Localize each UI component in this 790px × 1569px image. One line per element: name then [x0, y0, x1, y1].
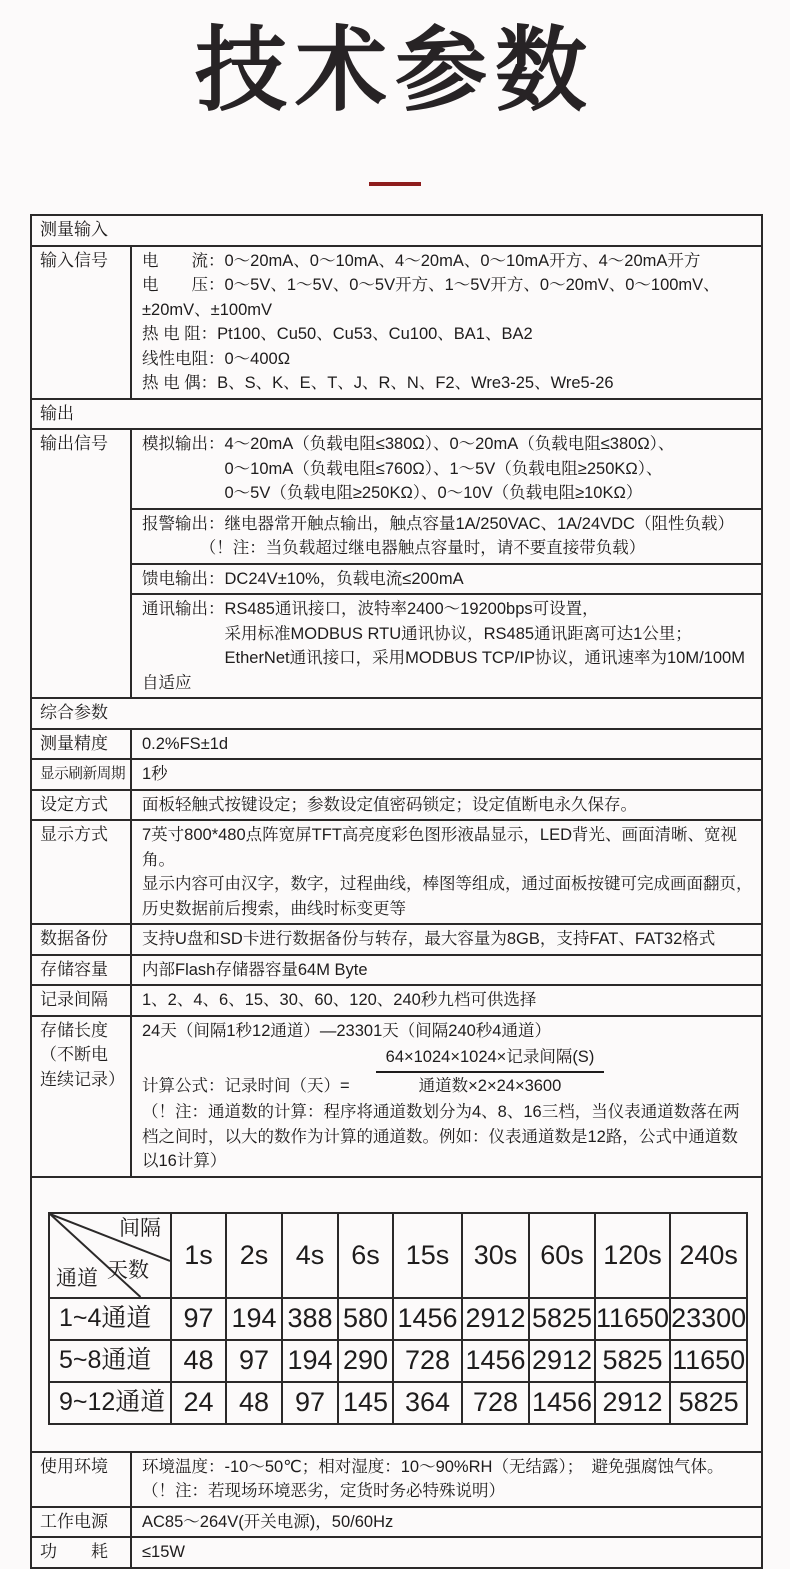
row-record-interval: [32, 984, 761, 1015]
row-header: 5~8通道: [49, 1340, 171, 1382]
row-value: 0.2%FS±1d: [142, 734, 229, 753]
title-accent-divider: [369, 182, 421, 186]
row-refresh-period: [32, 758, 761, 789]
input-signal-line: 电 压：0～5V、1～5V、0～5V开方、1～5V开方、0～20mV、0～100mV、: [142, 276, 720, 294]
environment-line: 环境温度：-10～50℃；相对湿度：10～90%RH（无结露）； 避免强腐蚀气体。: [142, 1457, 724, 1476]
row-label: 工作电源: [32, 1508, 132, 1537]
cell: 728: [462, 1382, 529, 1424]
row-value: [132, 1453, 761, 1506]
cell: 580: [338, 1298, 393, 1340]
row-accuracy: [32, 728, 761, 759]
cell: 364: [393, 1382, 462, 1424]
cell: 2912: [595, 1382, 670, 1424]
cell: 1456: [393, 1298, 462, 1340]
section-header-measurement-input: [32, 216, 761, 245]
row-value: ≤15W: [142, 1543, 185, 1561]
spec-table: [30, 214, 763, 1569]
feed-output-block: [132, 563, 761, 594]
cell: 145: [338, 1382, 393, 1424]
feed-output-line: 馈电输出：DC24V±10%，负载电流≤200mA: [142, 569, 464, 588]
row-environment: [32, 1451, 761, 1506]
cell: 1456: [462, 1340, 529, 1382]
column-header: 4s: [282, 1213, 338, 1298]
column-header: 30s: [462, 1213, 529, 1298]
row-value: [132, 1017, 761, 1176]
formula-numerator: 64×1024×1024×记录间隔(S): [376, 1045, 605, 1073]
analog-output-block: [132, 430, 761, 508]
table-row: [49, 1340, 747, 1382]
cell: 48: [226, 1382, 282, 1424]
row-label: 数据备份: [32, 925, 132, 954]
cell: 97: [282, 1382, 338, 1424]
row-label: 使用环境: [32, 1453, 132, 1506]
row-power-supply: [32, 1506, 761, 1537]
cell: 23300: [670, 1298, 747, 1340]
row-display-method: [32, 819, 761, 923]
row-input-signal: [32, 245, 761, 398]
corner-label-channels: 通道: [56, 1267, 98, 1290]
display-line: 7英寸800*480点阵宽屏TFT高亮度彩色图形液晶显示，LED背光、画面清晰、宽视角。: [142, 826, 737, 869]
storage-note-line: 以16计算）: [142, 1152, 227, 1170]
storage-formula: [142, 1045, 755, 1098]
row-storage-capacity: [32, 954, 761, 985]
cell: 5825: [595, 1340, 670, 1382]
row-value: 内部Flash存储器容量64M Byte: [142, 960, 368, 979]
comm-output-line: EtherNet通讯接口，采用MODBUS TCP/IP协议，通讯速率为10M/100M自适应: [142, 649, 745, 692]
cell: 194: [282, 1340, 338, 1382]
formula-prefix: 计算公式：记录时间（天）=: [142, 1076, 350, 1095]
row-label: 输出信号: [32, 430, 132, 697]
input-signal-line: 热 电 偶：B、S、K、E、T、J、R、N、F2、Wre3-25、Wre5-26: [142, 374, 614, 392]
row-value: 面板轻触式按键设定；参数设定值密码锁定；设定值断电永久保存。: [142, 795, 637, 814]
column-header: 15s: [393, 1213, 462, 1298]
row-value: 1、2、4、6、15、30、60、120、240秒九档可供选择: [142, 991, 537, 1009]
comm-output-block: [132, 593, 761, 697]
cell: 194: [226, 1298, 282, 1340]
formula-denominator: 通道数×2×24×3600: [418, 1076, 562, 1095]
cell: 1456: [529, 1382, 595, 1424]
corner-label-days: 天数: [107, 1259, 149, 1282]
channel-days-table: [48, 1212, 748, 1425]
storage-label-line: （不断电: [40, 1045, 108, 1064]
alarm-output-block: [132, 508, 761, 563]
row-setting-method: [32, 789, 761, 820]
storage-note-line: （！注：通道数的计算：程序将通道数划分为4、8、16三档，当仪表通道数落在两: [142, 1103, 740, 1121]
storage-label-line: 连续记录）: [40, 1069, 125, 1089]
storage-note-line: 档之间时，以大的数作为计算的通道数。例如：仪表通道数是12路，公式中通道数: [142, 1127, 738, 1146]
row-label: 测量精度: [32, 730, 132, 759]
cell: 5825: [670, 1382, 747, 1424]
input-signal-line: 热 电 阻：Pt100、Cu50、Cu53、Cu100、BA1、BA2: [142, 325, 533, 343]
cell: 11650: [595, 1298, 670, 1340]
display-line: 显示内容可由汉字，数字，过程曲线，棒图等组成，通过面板按键可完成画面翻页，: [142, 875, 753, 893]
cell: 2912: [529, 1340, 595, 1382]
analog-output-line: 0～10mA（负载电阻≤760Ω）、1～5V（负载电阻≥250KΩ）、: [142, 459, 663, 478]
row-value: 支持U盘和SD卡进行数据备份与转存，最大容量为8GB，支持FAT、FAT32格式: [142, 930, 716, 948]
analog-output-line: 模拟输出：4～20mA（负载电阻≤380Ω）、0～20mA（负载电阻≤380Ω）、: [142, 435, 675, 453]
cell: 24: [171, 1382, 226, 1424]
input-signal-line: 电 流：0～20mA、0～10mA、4～20mA、0～10mA开方、4～20mA开方: [142, 251, 701, 270]
input-signal-line: 线性电阻：0～400Ω: [142, 349, 291, 368]
alarm-output-line: （！注：当负载超过继电器触点容量时，请不要直接带负载）: [142, 539, 646, 557]
row-label: [32, 1017, 132, 1176]
page-title: 技术参数: [194, 20, 595, 122]
corner-label-interval: 间隔: [119, 1216, 161, 1240]
row-power-consumption: [32, 1536, 761, 1567]
row-storage-length: [32, 1015, 761, 1176]
environment-line: （！注：若现场环境恶劣，定货时务必特殊说明）: [142, 1482, 505, 1500]
alarm-output-line: 报警输出：继电器常开触点输出，触点容量1A/250VAC、1A/24VDC（阻性负载）: [142, 514, 734, 533]
section-header-label: 输出: [40, 403, 74, 423]
section-header-general-params: [32, 697, 761, 728]
cell: 728: [393, 1340, 462, 1382]
comm-output-line: 通讯输出：RS485通讯接口，波特率2400～19200bps可设置，: [142, 600, 599, 618]
display-line: 历史数据前后搜索，曲线时标变更等: [142, 899, 406, 918]
storage-label-line: 存储长度: [40, 1020, 108, 1040]
row-value: [132, 430, 761, 697]
column-header: 6s: [338, 1213, 393, 1298]
row-channel-days-table: [32, 1176, 761, 1451]
section-header-label: 综合参数: [40, 703, 108, 722]
column-header: 60s: [529, 1213, 595, 1298]
row-label: 显示刷新周期: [32, 760, 132, 789]
row-value: [132, 821, 761, 923]
cell: 5825: [529, 1298, 595, 1340]
storage-range-line: 24天（间隔1秒12通道）—23301天（间隔240秒4通道）: [142, 1021, 551, 1040]
row-value: [132, 247, 761, 398]
cell: 97: [171, 1298, 226, 1340]
section-header-output: [32, 398, 761, 429]
row-output-signal: [32, 428, 761, 697]
row-value: 1秒: [142, 765, 168, 783]
column-header: 120s: [595, 1213, 670, 1298]
row-label: 功 耗: [32, 1538, 132, 1567]
section-header-label: 测量输入: [40, 220, 108, 239]
column-header: 1s: [171, 1213, 226, 1298]
cell: 11650: [670, 1340, 747, 1382]
cell: 388: [282, 1298, 338, 1340]
row-data-backup: [32, 923, 761, 954]
cell: 2912: [462, 1298, 529, 1340]
table-row: [49, 1298, 747, 1340]
comm-output-line: 采用标准MODBUS RTU通讯协议，RS485通讯距离可达1公里；: [142, 624, 692, 643]
column-header: 2s: [226, 1213, 282, 1298]
row-label: 输入信号: [32, 247, 132, 398]
table-row: [49, 1382, 747, 1424]
channel-table-header-row: [49, 1213, 747, 1298]
cell: 97: [226, 1340, 282, 1382]
input-signal-line: ±20mV、±100mV: [142, 300, 272, 319]
row-label: 记录间隔: [32, 986, 132, 1015]
row-label: 存储容量: [32, 956, 132, 985]
analog-output-line: 0～5V（负载电阻≥250KΩ）、0～10V（负载电阻≥10KΩ）: [142, 484, 643, 502]
row-value: AC85～264V(开关电源)，50/60Hz: [142, 1512, 394, 1531]
row-label: 设定方式: [32, 791, 132, 820]
cell: 290: [338, 1340, 393, 1382]
row-label: 显示方式: [32, 821, 132, 923]
row-header: 9~12通道: [49, 1382, 171, 1424]
formula-fraction: [376, 1045, 605, 1098]
column-header: 240s: [670, 1213, 747, 1298]
cell: 48: [171, 1340, 226, 1382]
channel-table-corner-cell: [49, 1213, 171, 1298]
row-header: 1~4通道: [49, 1298, 171, 1340]
